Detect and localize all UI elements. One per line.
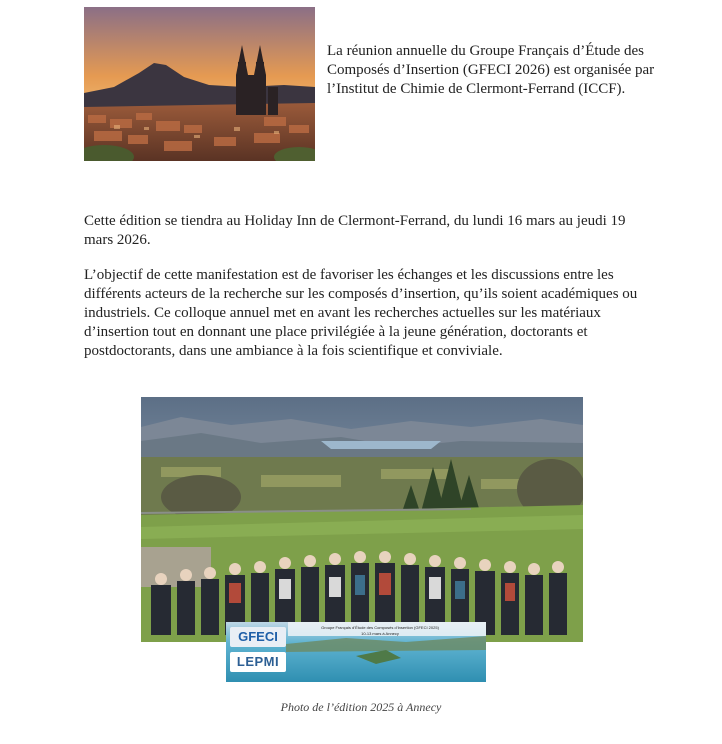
lepmi-logo: LEPMI [230, 652, 286, 672]
gfeci-logo: GFECI [230, 627, 286, 647]
intro-paragraph: La réunion annuelle du Groupe Français d’Étude des Composés d’Insertion (GFECI 2026) est organisée par l’Institut de Chimie de Clermont-Ferrand (ICCF). [327, 43, 655, 97]
group-photo-illustration [141, 397, 583, 642]
group-photo-annecy [141, 397, 583, 642]
banner-title: Groupe Français d’Étude des Composés d’Insertion (GFECI 2025) [321, 625, 439, 630]
banner-dates: 10-13 mars à Annecy [361, 631, 399, 636]
objective-paragraph: L’objectif de cette manifestation est de favoriser les échanges et les discussions entre les différents acteurs de la recherche sur les composés d’insertion, qu’ils soient académiques ou industriels. Ce colloque annuel met en avant les recherches actuelles sur les matériaux d’insertion tout en donnant une place privilégiée à la jeune génération, doctorants et postdoctorants, dans une ambiance à la fois scientifique et conviviale. [84, 267, 638, 359]
event-banner [226, 622, 486, 682]
clermont-ferrand-photo [84, 7, 315, 161]
venue-paragraph: Cette édition se tiendra au Holiday Inn de Clermont-Ferrand, du lundi 16 mars au jeudi 19 mars 2026. [84, 213, 626, 248]
photo-caption: Photo de l’édition 2025 à Annecy [280, 700, 442, 714]
city-illustration [84, 7, 315, 161]
